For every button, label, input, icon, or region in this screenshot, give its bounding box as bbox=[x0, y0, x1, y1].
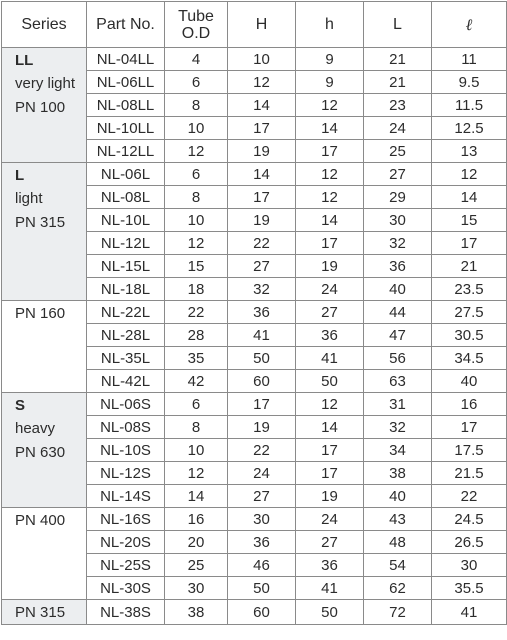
cell-L: 25 bbox=[364, 140, 432, 163]
cell-l: 15 bbox=[432, 209, 507, 232]
cell-l: 26.5 bbox=[432, 531, 507, 554]
cell-H: 14 bbox=[228, 163, 296, 186]
cell-l: 24.5 bbox=[432, 508, 507, 531]
cell-part-no: NL-12S bbox=[87, 462, 165, 485]
cell-L: 27 bbox=[364, 163, 432, 186]
series-desc: light bbox=[15, 190, 43, 208]
cell-L: 29 bbox=[364, 186, 432, 209]
cell-H: 24 bbox=[228, 462, 296, 485]
cell-h: 14 bbox=[296, 117, 364, 140]
cell-H: 60 bbox=[228, 600, 296, 625]
cell-part-no: NL-14S bbox=[87, 485, 165, 508]
cell-H: 60 bbox=[228, 370, 296, 393]
header-h: h bbox=[296, 2, 364, 48]
series-pressure: PN 400 bbox=[15, 512, 66, 529]
cell-h: 12 bbox=[296, 186, 364, 209]
cell-h: 50 bbox=[296, 600, 364, 625]
cell-part-no: NL-06L bbox=[87, 163, 165, 186]
series-code: L bbox=[15, 167, 25, 184]
cell-l: 27.5 bbox=[432, 301, 507, 324]
cell-l: 11 bbox=[432, 48, 507, 71]
cell-tube-od: 25 bbox=[165, 554, 228, 577]
cell-l: 21 bbox=[432, 255, 507, 278]
series-pressure: PN 315 bbox=[15, 213, 66, 231]
cell-H: 19 bbox=[228, 416, 296, 439]
table-body bbox=[2, 48, 507, 625]
cell-l: 17 bbox=[432, 232, 507, 255]
cell-tube-od: 20 bbox=[165, 531, 228, 554]
series-desc: heavy bbox=[15, 420, 56, 438]
cell-part-no: NL-10L bbox=[87, 209, 165, 232]
cell-L: 48 bbox=[364, 531, 432, 554]
cell-L: 62 bbox=[364, 577, 432, 600]
cell-tube-od: 16 bbox=[165, 508, 228, 531]
header-l: ℓ bbox=[432, 2, 507, 48]
cell-L: 47 bbox=[364, 324, 432, 347]
table-row bbox=[2, 600, 507, 625]
cell-L: 31 bbox=[364, 393, 432, 416]
cell-h: 9 bbox=[296, 71, 364, 94]
cell-L: 72 bbox=[364, 600, 432, 625]
cell-part-no: NL-10LL bbox=[87, 117, 165, 140]
header-L: L bbox=[364, 2, 432, 48]
cell-tube-od: 8 bbox=[165, 186, 228, 209]
cell-tube-od: 10 bbox=[165, 209, 228, 232]
cell-h: 50 bbox=[296, 370, 364, 393]
cell-H: 27 bbox=[228, 485, 296, 508]
cell-l: 41 bbox=[432, 600, 507, 625]
cell-h: 17 bbox=[296, 232, 364, 255]
cell-tube-od: 42 bbox=[165, 370, 228, 393]
cell-L: 38 bbox=[364, 462, 432, 485]
cell-h: 36 bbox=[296, 554, 364, 577]
cell-tube-od: 10 bbox=[165, 439, 228, 462]
cell-tube-od: 30 bbox=[165, 577, 228, 600]
series-pressure: PN 630 bbox=[15, 443, 66, 461]
cell-part-no: NL-10S bbox=[87, 439, 165, 462]
cell-l: 12.5 bbox=[432, 117, 507, 140]
cell-L: 34 bbox=[364, 439, 432, 462]
cell-l: 23.5 bbox=[432, 278, 507, 301]
header-series: Series bbox=[2, 2, 87, 48]
cell-H: 14 bbox=[228, 94, 296, 117]
cell-L: 21 bbox=[364, 48, 432, 71]
header-row bbox=[2, 2, 507, 48]
cell-tube-od: 15 bbox=[165, 255, 228, 278]
cell-h: 27 bbox=[296, 531, 364, 554]
cell-l: 40 bbox=[432, 370, 507, 393]
cell-h: 19 bbox=[296, 485, 364, 508]
series-cell bbox=[2, 301, 87, 393]
header-part-no: Part No. bbox=[87, 2, 165, 48]
cell-h: 14 bbox=[296, 209, 364, 232]
series-pressure: PN 100 bbox=[15, 98, 66, 116]
cell-H: 22 bbox=[228, 232, 296, 255]
cell-part-no: NL-18L bbox=[87, 278, 165, 301]
cell-tube-od: 12 bbox=[165, 140, 228, 163]
series-code: S bbox=[15, 397, 26, 414]
cell-H: 50 bbox=[228, 347, 296, 370]
cell-H: 36 bbox=[228, 531, 296, 554]
cell-tube-od: 6 bbox=[165, 163, 228, 186]
cell-h: 24 bbox=[296, 278, 364, 301]
cell-part-no: NL-08L bbox=[87, 186, 165, 209]
cell-L: 36 bbox=[364, 255, 432, 278]
header-tube-line2: O.D bbox=[181, 24, 211, 42]
cell-part-no: NL-30S bbox=[87, 577, 165, 600]
cell-L: 21 bbox=[364, 71, 432, 94]
cell-H: 12 bbox=[228, 71, 296, 94]
series-pressure: PN 160 bbox=[15, 305, 66, 322]
table-row bbox=[2, 508, 507, 531]
header-tube-line1: Tube bbox=[178, 7, 214, 25]
cell-h: 14 bbox=[296, 416, 364, 439]
cell-part-no: NL-38S bbox=[87, 600, 165, 625]
cell-tube-od: 6 bbox=[165, 71, 228, 94]
cell-h: 36 bbox=[296, 324, 364, 347]
cell-l: 21.5 bbox=[432, 462, 507, 485]
fitting-dimensions-table bbox=[1, 1, 507, 625]
cell-l: 14 bbox=[432, 186, 507, 209]
cell-part-no: NL-35L bbox=[87, 347, 165, 370]
table-row bbox=[2, 393, 507, 416]
cell-tube-od: 14 bbox=[165, 485, 228, 508]
cell-H: 27 bbox=[228, 255, 296, 278]
series-cell bbox=[2, 48, 87, 163]
cell-L: 54 bbox=[364, 554, 432, 577]
cell-tube-od: 4 bbox=[165, 48, 228, 71]
cell-L: 24 bbox=[364, 117, 432, 140]
cell-tube-od: 8 bbox=[165, 416, 228, 439]
cell-part-no: NL-04LL bbox=[87, 48, 165, 71]
series-code: LL bbox=[15, 52, 34, 69]
cell-tube-od: 12 bbox=[165, 462, 228, 485]
cell-L: 32 bbox=[364, 232, 432, 255]
cell-tube-od: 38 bbox=[165, 600, 228, 625]
series-pressure: PN 315 bbox=[15, 604, 66, 621]
cell-h: 12 bbox=[296, 163, 364, 186]
cell-part-no: NL-28L bbox=[87, 324, 165, 347]
cell-H: 17 bbox=[228, 186, 296, 209]
cell-h: 17 bbox=[296, 140, 364, 163]
cell-h: 12 bbox=[296, 393, 364, 416]
cell-part-no: NL-15L bbox=[87, 255, 165, 278]
cell-tube-od: 35 bbox=[165, 347, 228, 370]
cell-H: 17 bbox=[228, 393, 296, 416]
cell-H: 46 bbox=[228, 554, 296, 577]
cell-H: 10 bbox=[228, 48, 296, 71]
cell-tube-od: 18 bbox=[165, 278, 228, 301]
series-cell bbox=[2, 163, 87, 301]
cell-l: 34.5 bbox=[432, 347, 507, 370]
cell-L: 56 bbox=[364, 347, 432, 370]
cell-H: 19 bbox=[228, 140, 296, 163]
cell-l: 30 bbox=[432, 554, 507, 577]
cell-L: 30 bbox=[364, 209, 432, 232]
table-row bbox=[2, 301, 507, 324]
cell-H: 17 bbox=[228, 117, 296, 140]
cell-tube-od: 8 bbox=[165, 94, 228, 117]
cell-L: 63 bbox=[364, 370, 432, 393]
cell-l: 17.5 bbox=[432, 439, 507, 462]
cell-L: 40 bbox=[364, 278, 432, 301]
cell-part-no: NL-08S bbox=[87, 416, 165, 439]
series-cell bbox=[2, 508, 87, 600]
cell-l: 17 bbox=[432, 416, 507, 439]
cell-h: 17 bbox=[296, 462, 364, 485]
cell-part-no: NL-06LL bbox=[87, 71, 165, 94]
cell-l: 22 bbox=[432, 485, 507, 508]
series-desc: very light bbox=[15, 75, 76, 93]
cell-h: 41 bbox=[296, 347, 364, 370]
cell-H: 32 bbox=[228, 278, 296, 301]
cell-l: 35.5 bbox=[432, 577, 507, 600]
cell-tube-od: 12 bbox=[165, 232, 228, 255]
cell-part-no: NL-25S bbox=[87, 554, 165, 577]
series-cell bbox=[2, 393, 87, 508]
cell-H: 36 bbox=[228, 301, 296, 324]
cell-h: 9 bbox=[296, 48, 364, 71]
cell-h: 41 bbox=[296, 577, 364, 600]
cell-H: 41 bbox=[228, 324, 296, 347]
header-tube-od bbox=[165, 2, 228, 48]
cell-part-no: NL-16S bbox=[87, 508, 165, 531]
header-H: H bbox=[228, 2, 296, 48]
cell-h: 27 bbox=[296, 301, 364, 324]
cell-L: 32 bbox=[364, 416, 432, 439]
cell-l: 13 bbox=[432, 140, 507, 163]
cell-l: 9.5 bbox=[432, 71, 507, 94]
cell-part-no: NL-06S bbox=[87, 393, 165, 416]
cell-L: 40 bbox=[364, 485, 432, 508]
cell-h: 12 bbox=[296, 94, 364, 117]
table-row bbox=[2, 163, 507, 186]
cell-l: 12 bbox=[432, 163, 507, 186]
cell-tube-od: 6 bbox=[165, 393, 228, 416]
cell-h: 19 bbox=[296, 255, 364, 278]
series-cell bbox=[2, 600, 87, 625]
cell-H: 22 bbox=[228, 439, 296, 462]
cell-l: 16 bbox=[432, 393, 507, 416]
cell-part-no: NL-12LL bbox=[87, 140, 165, 163]
cell-l: 30.5 bbox=[432, 324, 507, 347]
cell-part-no: NL-12L bbox=[87, 232, 165, 255]
cell-h: 24 bbox=[296, 508, 364, 531]
cell-tube-od: 28 bbox=[165, 324, 228, 347]
cell-h: 17 bbox=[296, 439, 364, 462]
cell-l: 11.5 bbox=[432, 94, 507, 117]
cell-L: 44 bbox=[364, 301, 432, 324]
cell-part-no: NL-42L bbox=[87, 370, 165, 393]
cell-H: 30 bbox=[228, 508, 296, 531]
cell-H: 50 bbox=[228, 577, 296, 600]
cell-tube-od: 10 bbox=[165, 117, 228, 140]
cell-L: 43 bbox=[364, 508, 432, 531]
cell-part-no: NL-08LL bbox=[87, 94, 165, 117]
cell-H: 19 bbox=[228, 209, 296, 232]
cell-part-no: NL-22L bbox=[87, 301, 165, 324]
cell-tube-od: 22 bbox=[165, 301, 228, 324]
cell-part-no: NL-20S bbox=[87, 531, 165, 554]
table-row bbox=[2, 48, 507, 71]
cell-L: 23 bbox=[364, 94, 432, 117]
